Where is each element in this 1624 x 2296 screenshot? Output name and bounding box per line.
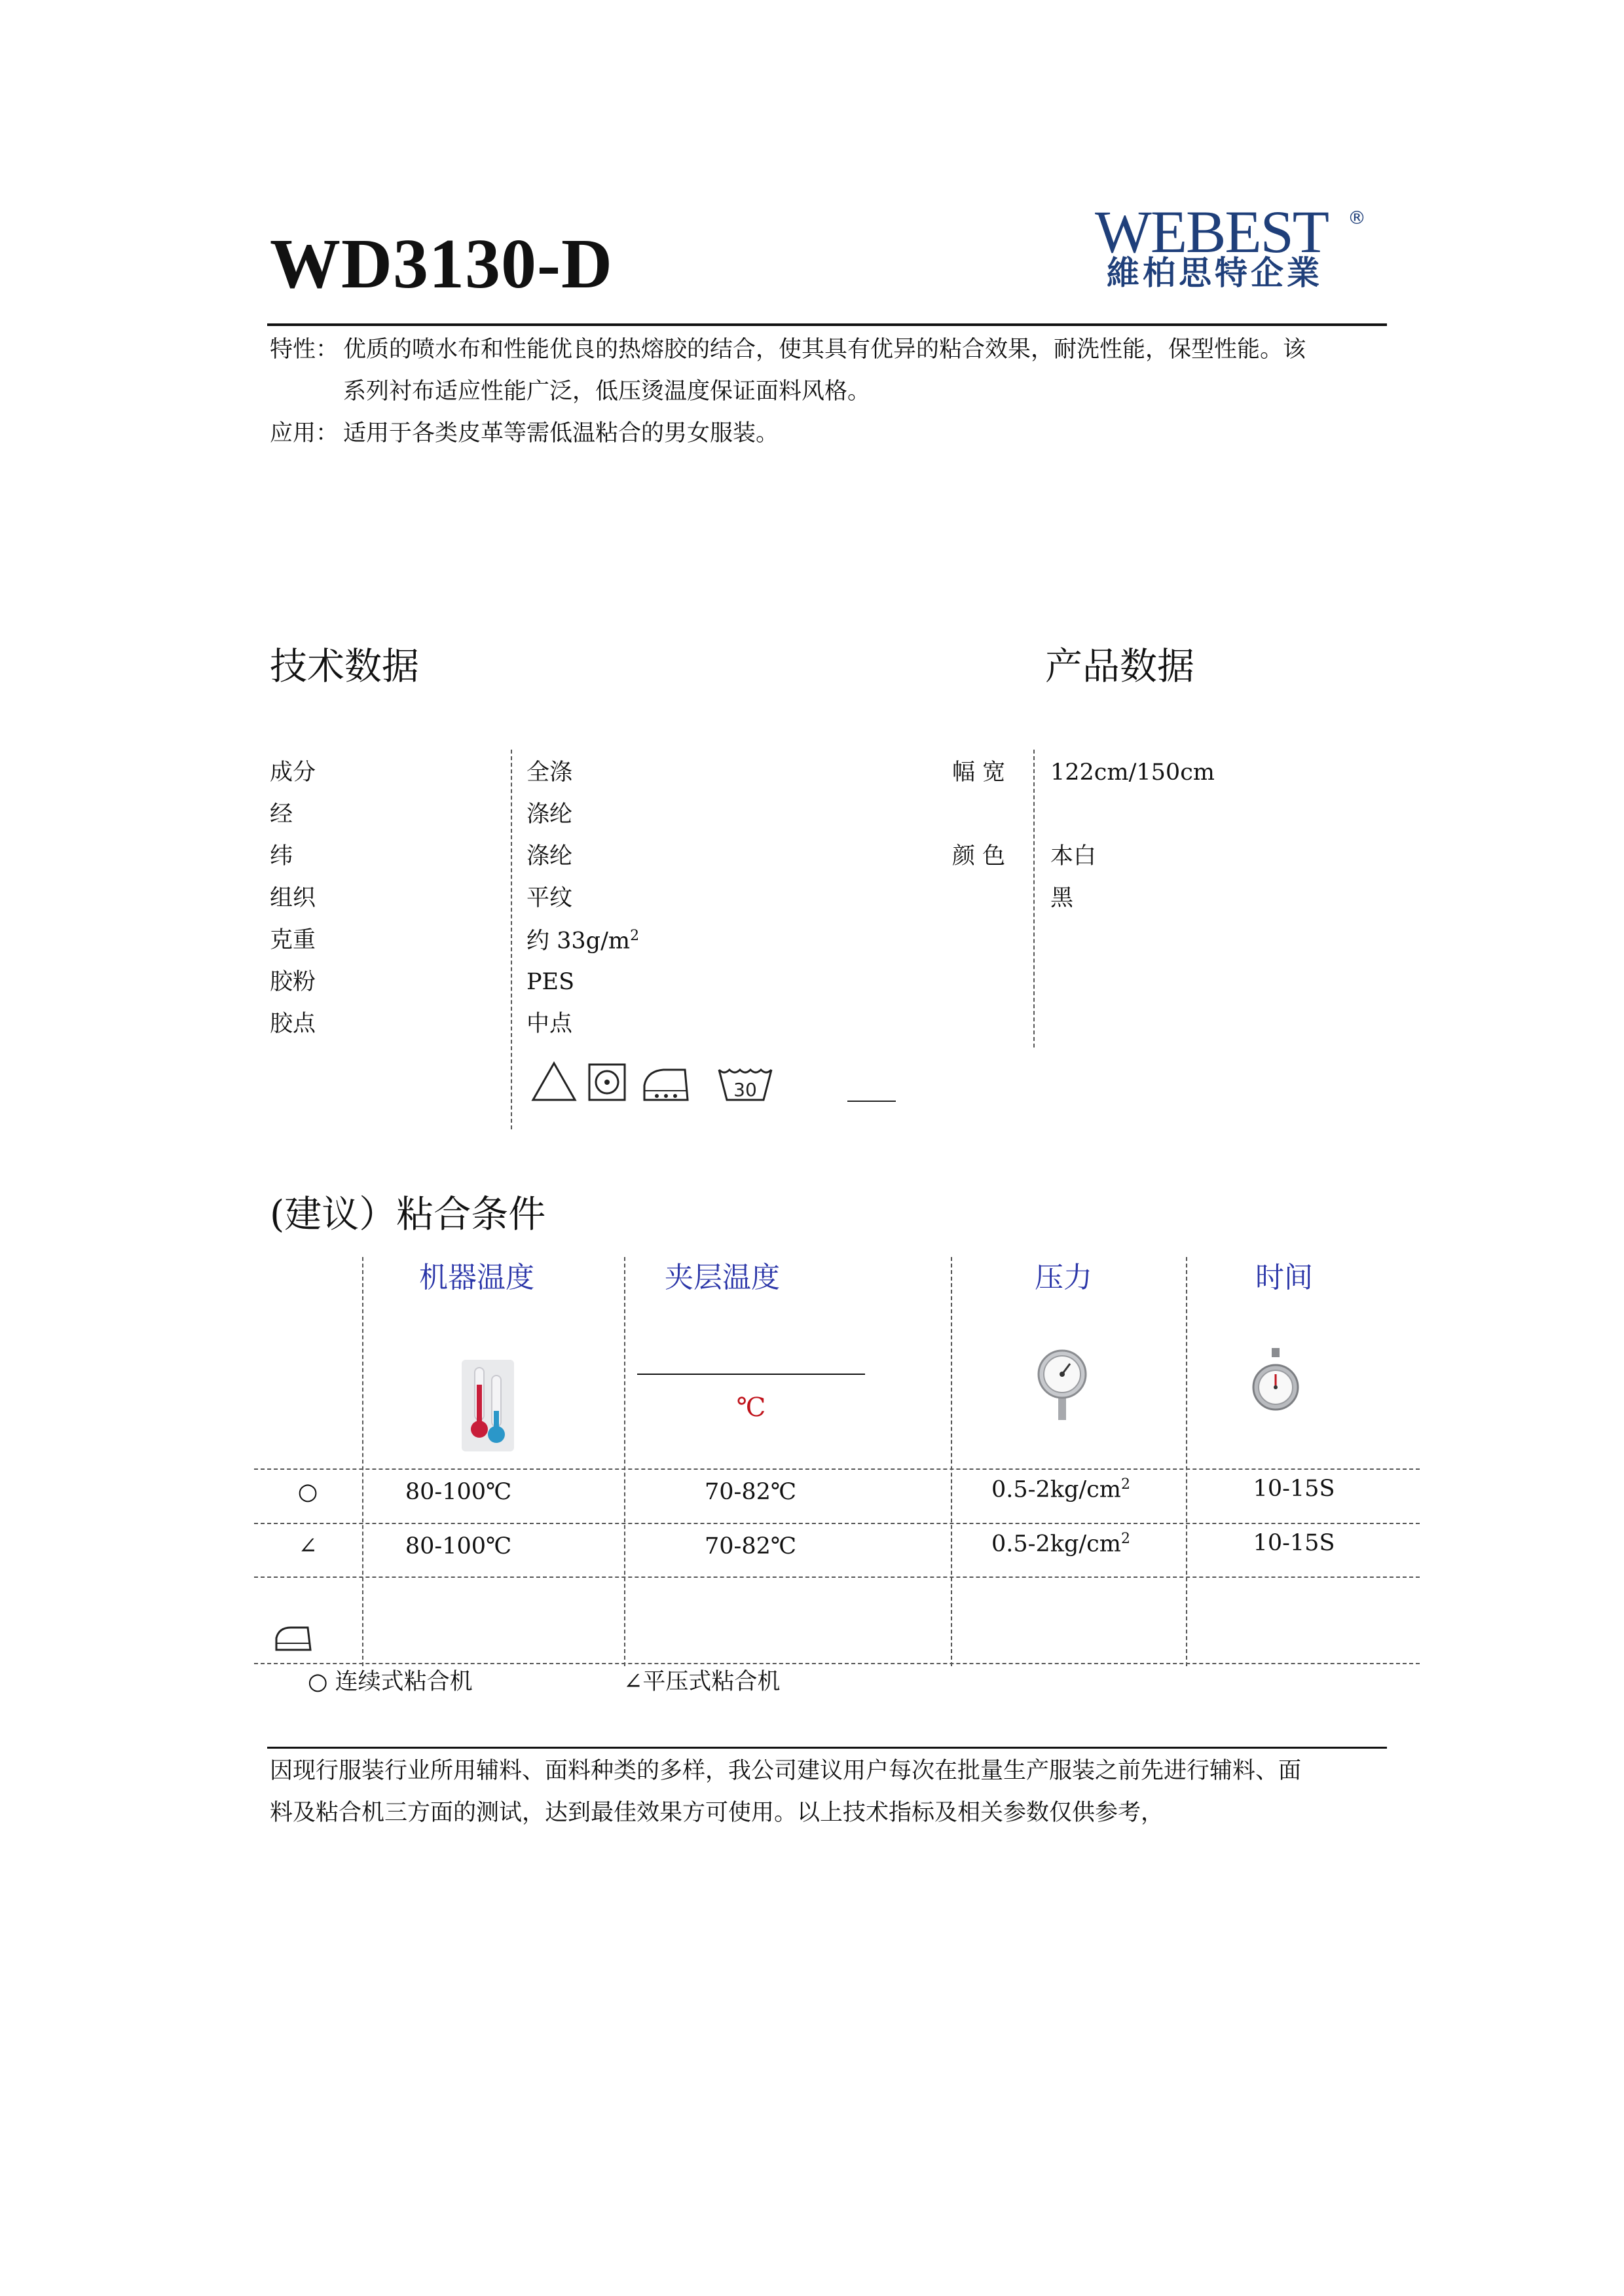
legend-continuous: ○ 连续式粘合机 <box>308 1669 473 1695</box>
iron-press-icon <box>274 1624 313 1652</box>
table-col-divider <box>362 1257 363 1666</box>
table-row-divider <box>254 1523 1420 1524</box>
iron-icon <box>644 1070 688 1100</box>
row-symbol-flat: ∠ <box>298 1533 318 1559</box>
machine-temp-value: 80-100℃ <box>405 1533 512 1559</box>
table-row-divider <box>254 1576 1420 1578</box>
pressure-gauge-icon <box>1036 1345 1088 1424</box>
layer-temp-value: 70-82℃ <box>704 1533 797 1559</box>
feature-text-line1: 优质的喷水布和性能优良的热熔胶的结合，使其具有优异的粘合效果，耐洗性能，保型性能。该 <box>343 337 1306 363</box>
color-value: 本白 <box>1050 843 1097 869</box>
feature-text-line2: 系列衬布适应性能广泛，低压烫温度保证面料风格。 <box>343 378 871 405</box>
time-value: 10-15S <box>1253 1476 1335 1502</box>
tech-value: 涤纶 <box>526 843 573 869</box>
tech-data-heading: 技术数据 <box>270 645 419 688</box>
header-rule <box>267 323 1387 326</box>
table-col-divider <box>951 1257 952 1666</box>
col-header-machine-temp: 机器温度 <box>419 1261 534 1294</box>
tech-table-divider <box>511 750 512 1129</box>
table-col-divider <box>1186 1257 1187 1666</box>
thermometer-icon <box>460 1358 515 1453</box>
tech-value: 涤纶 <box>526 801 573 828</box>
layer-temp-unit: ℃ <box>736 1393 766 1423</box>
brand-logo-chinese: 維柏思特企業 <box>1107 254 1323 292</box>
col-header-pressure: 压力 <box>1035 1261 1092 1294</box>
machine-temp-value: 80-100℃ <box>405 1479 512 1505</box>
time-value: 10-15S <box>1253 1530 1335 1556</box>
footer-text-line1: 因现行服装行业所用辅料、面料种类的多样，我公司建议用户每次在批量生产服装之前先进行辅料、面 <box>270 1758 1302 1784</box>
color-label: 颜 色 <box>952 843 1006 869</box>
row-symbol-continuous: ○ <box>297 1479 318 1505</box>
product-model-title: WD3130-D <box>270 225 613 303</box>
width-value: 122cm/150cm <box>1050 759 1215 786</box>
product-data-heading: 产品数据 <box>1045 645 1194 688</box>
application-label: 应用： <box>270 420 339 446</box>
care-icons <box>529 1059 906 1112</box>
registered-mark: ® <box>1348 207 1366 228</box>
footer-text-line2: 料及粘合机三方面的测试，达到最佳效果方可使用。以上技术指标及相关参数仅供参考， <box>270 1800 1164 1826</box>
legend-flat: ∠平压式粘合机 <box>623 1669 781 1695</box>
table-row-divider <box>254 1663 1420 1664</box>
tech-label: 组织 <box>270 885 316 911</box>
col-header-time: 时间 <box>1255 1261 1313 1294</box>
tech-label: 纬 <box>270 843 293 869</box>
tech-value: 全涤 <box>526 759 573 786</box>
stopwatch-icon <box>1251 1347 1301 1419</box>
tech-value: 中点 <box>526 1011 573 1037</box>
tech-label: 成分 <box>270 759 316 786</box>
table-row-divider <box>254 1468 1420 1470</box>
wash-30-icon <box>719 1070 771 1101</box>
wash-temp-label: 30 <box>733 1079 757 1101</box>
layer-temp-value: 70-82℃ <box>704 1479 797 1505</box>
pressure-value: $0.5-2kg/cm^2$ <box>991 1531 1130 1558</box>
product-table-divider <box>1033 750 1035 1048</box>
tech-value: 约 $33g/m^2$ <box>526 928 640 955</box>
col-header-layer-temp: 夹层温度 <box>665 1261 780 1294</box>
tech-label: 经 <box>270 801 293 828</box>
bonding-heading: (建议）粘合条件 <box>270 1193 546 1236</box>
bleach-triangle-icon <box>533 1063 575 1100</box>
application-text: 适用于各类皮革等需低温粘合的男女服装。 <box>343 420 779 446</box>
pressure-value: $0.5-2kg/cm^2$ <box>991 1476 1130 1503</box>
tech-label: 胶点 <box>270 1011 316 1037</box>
tech-value: 平纹 <box>526 885 573 911</box>
color-value: 黑 <box>1050 885 1074 911</box>
feature-label: 特性： <box>270 337 339 363</box>
tech-value: PES <box>526 969 575 995</box>
brand-logo-text: WEBEST <box>1095 198 1328 265</box>
tech-label: 胶粉 <box>270 969 316 995</box>
dryclean-circle-icon <box>589 1065 625 1100</box>
tech-label: 克重 <box>270 927 316 953</box>
width-label: 幅 宽 <box>952 759 1006 786</box>
footer-rule <box>267 1747 1387 1749</box>
layer-temp-line <box>637 1374 865 1375</box>
table-col-divider <box>624 1257 625 1666</box>
